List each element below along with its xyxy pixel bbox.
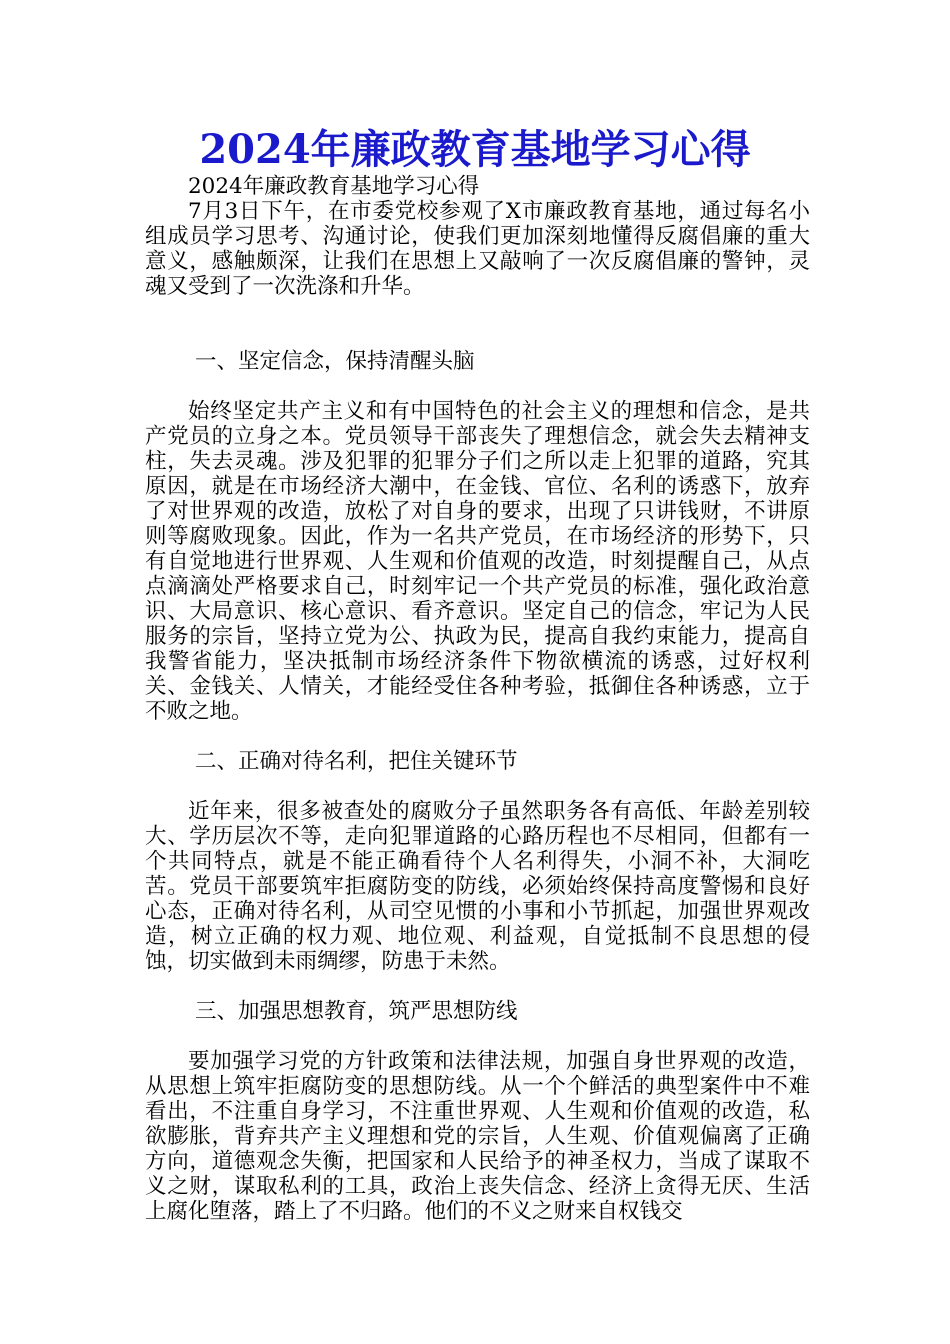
document-body — [145, 174, 810, 1224]
intro-paragraph: 7月3日下午，在市委党校参观了X市廉政教育基地，通过每名小组成员学习思考、沟通讨论，使我们更加深刻地懂得反腐倡廉的重大意义，感触颇深，让我们在思想上又敲响了一次反腐倡廉的警钟，灵魂又受到了一次洗涤和升华。 — [145, 199, 810, 299]
spacer — [145, 974, 810, 999]
section-heading-1: 一、坚定信念，保持清醒头脑 — [195, 349, 475, 374]
spacer — [145, 774, 810, 799]
spacer — [145, 299, 810, 349]
section-heading-2: 二、正确对待名利，把住关键环节 — [195, 749, 518, 774]
spacer — [145, 374, 810, 399]
spacer — [145, 1024, 810, 1049]
section-heading-3: 三、加强思想教育，筑严思想防线 — [195, 999, 518, 1024]
section-body-3: 要加强学习党的方针政策和法律法规，加强自身世界观的改造，从思想上筑牢拒腐防变的思想防线。从一个个鲜活的典型案件中不难看出，不注重自身学习，不注重世界观、人生观和价值观的改造，私欲膨胀，背弃共产主义理想和党的宗旨，人生观、价值观偏离了正确方向，道德观念失衡，把国家和人民给予的神圣权力，当成了谋取不义之财，谋取私利的工具，政治上丧失信念、经济上贪得无厌、生活上腐化堕落，踏上了不归路。他们的不义之财来自权钱交 — [145, 1049, 810, 1224]
section-body-2: 近年来，很多被查处的腐败分子虽然职务各有高低、年龄差别较大、学历层次不等，走向犯罪道路的心路历程也不尽相同，但都有一个共同特点，就是不能正确看待个人名利得失，小洞不补，大洞吃苦。党员干部要筑牢拒腐防变的防线，必须始终保持高度警惕和良好心态，正确对待名利，从司空见惯的小事和小节抓起，加强世界观改造，树立正确的权力观、地位观、利益观，自觉抵制不良思想的侵蚀，切实做到未雨绸缪，防患于未然。 — [145, 799, 810, 974]
document-subtitle: 2024年廉政教育基地学习心得 — [188, 174, 480, 199]
spacer — [145, 724, 810, 749]
section-body-1: 始终坚定共产主义和有中国特色的社会主义的理想和信念，是共产党员的立身之本。党员领导干部丧失了理想信念，就会失去精神支柱，失去灵魂。涉及犯罪的犯罪分子们之所以走上犯罪的道路，究其原因，就是在市场经济大潮中，在金钱、官位、名利的诱惑下，放弃了对世界观的改造，放松了对自身的要求，出现了只讲钱财，不讲原则等腐败现象。因此，作为一名共产党员，在市场经济的形势下，只有自觉地进行世界观、人生观和价值观的改造，时刻提醒自己，从点点滴滴处严格要求自己，时刻牢记一个共产党员的标准，强化政治意识、大局意识、核心意识、看齐意识。坚定自己的信念，牢记为人民服务的宗旨，坚持立党为公、执政为民，提高自我约束能力，提高自我警省能力，坚决抵制市场经济条件下物欲横流的诱惑，过好权利关、金钱关、人情关，才能经受住各种考验，抵御住各种诱惑，立于不败之地。 — [145, 399, 810, 724]
document-title: 2024年廉政教育基地学习心得 — [199, 126, 751, 173]
